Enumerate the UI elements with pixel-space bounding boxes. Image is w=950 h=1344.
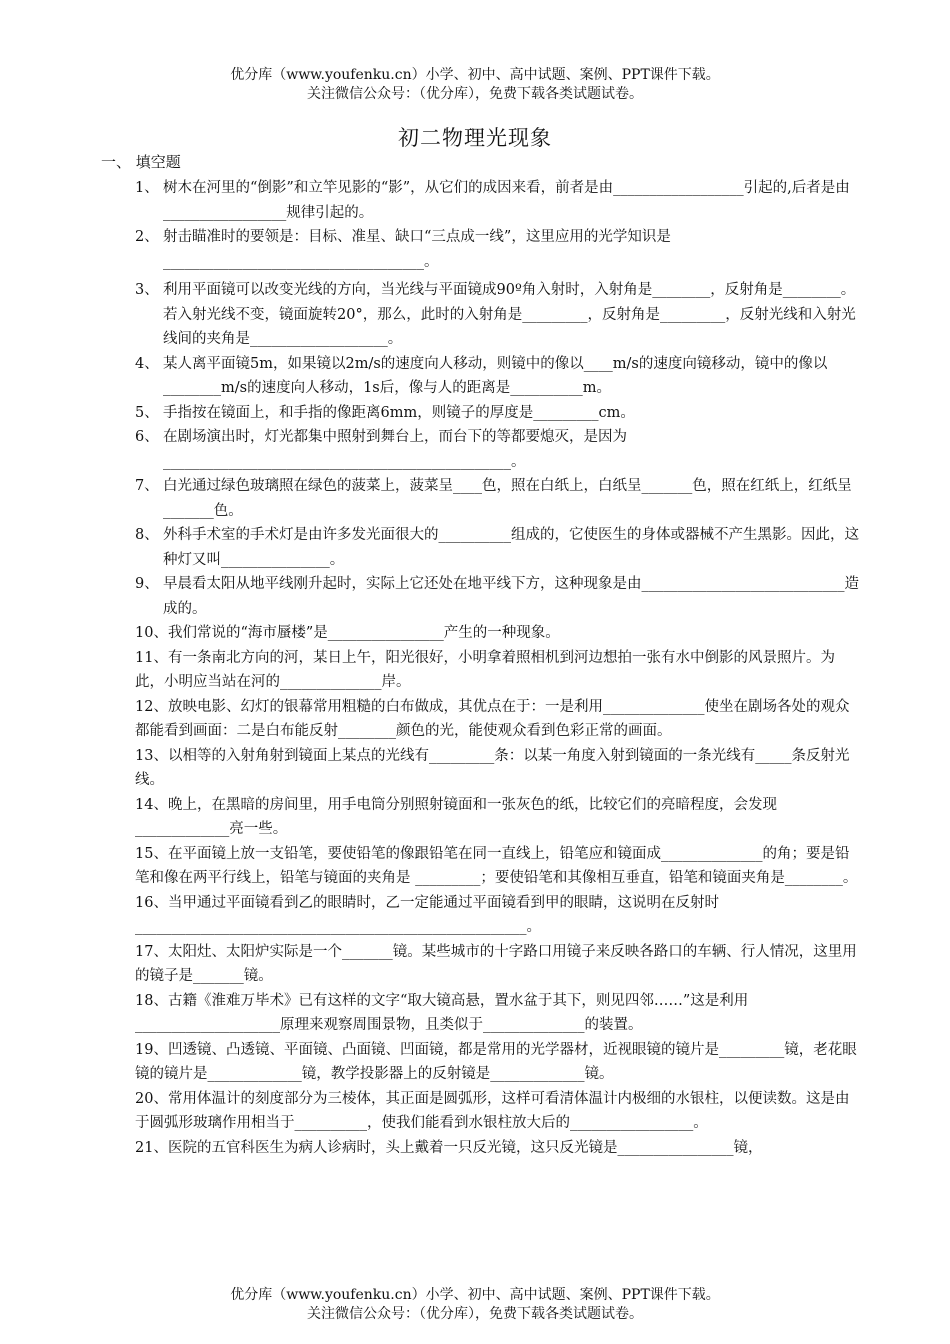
question-item: 10、我们常说的“海市蜃楼”是________________产生的一种现象。 [135,625,560,641]
page-footer [0,1286,950,1324]
question-item: 19、凹透镜、凸透镜、平面镜、凸面镜、凹面镜，都是常用的光学器材，近视眼镜的镜片是_________镜，老花眼镜的镜片是_____________镜，教学投影器上的反射镜是_____________镜。 [135,1041,857,1082]
question-item: 6、 在剧场演出时，灯光都集中照射到舞台上，而台下的等都要熄灭，是因为________________________________________________。 [135,429,627,470]
question-item: 8、 外科手术室的手术灯是由许多发光面很大的__________组成的，它使医生的身体或器械不产生黑影。因此，这种灯又叫_______________。 [135,527,859,568]
question-item: 4、 某人离平面镜5m，如果镜以2m/s的速度向人移动，则镜中的像以____m/s的速度向镜移动，镜中的像以________m/s的速度向人移动，1s后，像与人的距离是__________m。 [135,355,828,396]
page-header [0,66,950,104]
question-item: 15、在平面镜上放一支铅笔，要使铅笔的像跟铅笔在同一直线上，铅笔应和镜面成______________的角；要是铅笔和像在两平行线上，铅笔与镜面的夹角是 _________；要使铅笔和其像相互垂直，铅笔和镜面夹角是________。 [135,845,858,886]
footer-line-2: 关注微信公众号：（优分库），免费下载各类试题试卷。 [307,1306,643,1322]
question-item: 18、古籍《淮难万毕术》已有这样的文字“取大镜高悬，置水盆于其下，则见四邻……”这是利用____________________原理来观察周围景物，且类似于______________的装置。 [135,992,749,1033]
question-item: 17、太阳灶、太阳炉实际是一个_______镜。某些城市的十字路口用镜子来反映各路口的车辆、行人情况，这里用的镜子是_______镜。 [135,943,857,984]
footer-line-1: 优分库（www.youfenku.cn）小学、初中、高中试题、案例、PPT课件下载。 [230,1287,720,1303]
question-item: 16、当甲通过平面镜看到乙的眼睛时，乙一定能通过平面镜看到甲的眼睛，这说明在反射时______________________________________________________。 [135,894,719,935]
question-list [135,176,862,1160]
header-line-1: 优分库（www.youfenku.cn）小学、初中、高中试题、案例、PPT课件下载。 [230,67,720,83]
question-item: 20、常用体温计的刻度部分为三棱体，其正面是圆弧形，这样可看清体温计内极细的水银柱，以便读数。这是由于圆弧形玻璃作用相当于__________，使我们能看到水银柱放大后的_________________。 [135,1090,850,1131]
question-item: 14、晚上，在黑暗的房间里，用手电筒分别照射镜面和一张灰色的纸，比较它们的亮暗程度，会发现_____________亮一些。 [135,796,777,837]
question-item: 9、 早晨看太阳从地平线刚升起时，实际上它还处在地平线下方，这种现象是由____________________________造成的。 [135,576,859,617]
question-item: 2、 射击瞄准时的要领是：目标、准星、缺口“三点成一线”，这里应用的光学知识是____________________________________。 [135,229,671,270]
question-item: 12、放映电影、幻灯的银幕常用粗糙的白布做成，其优点在于：一是利用______________使坐在剧场各处的观众都能看到画面：二是白布能反射________颜色的光，能使观众看到色彩正常的画面。 [135,698,850,739]
question-item: 1、 树木在河里的“倒影”和立竿见影的“影”，从它们的成因来看，前者是由__________________引起的,后者是由_________________规律引起的。 [135,180,850,221]
question-item: 5、 手指按在镜面上，和手指的像距离6mm，则镜子的厚度是_________cm。 [135,404,635,421]
question-item: 7、 白光通过绿色玻璃照在绿色的菠菜上，菠菜呈____色，照在白纸上，白纸呈_______色，照在红纸上，红纸呈_______色。 [135,478,852,519]
question-item: 11、有一条南北方向的河，某日上午，阳光很好，小明拿着照相机到河边想拍一张有水中倒影的风景照片。为此，小明应当站在河的______________岸。 [135,649,835,690]
section-heading: 一、 填空题 [101,153,181,171]
question-item: 13、以相等的入射角射到镜面上某点的光线有_________条：以某一角度入射到镜面的一条光线有_____条反射光线。 [135,747,850,788]
question-item: 3、 利用平面镜可以改变光线的方向，当光线与平面镜成90º角入射时，入射角是________，反射角是________。若入射光线不变，镜面旋转20°，那么，此时的入射角是_________，反射角是_________，反射光线和入射光线间的夹角是___________________。 [135,282,856,347]
question-item: 21、医院的五官科医生为病人诊病时，头上戴着一只反光镜，这只反光镜是________________镜， [135,1139,763,1156]
document-title: 初二物理光现象 [398,126,552,150]
header-line-2: 关注微信公众号：（优分库），免费下载各类试题试卷。 [307,86,643,102]
